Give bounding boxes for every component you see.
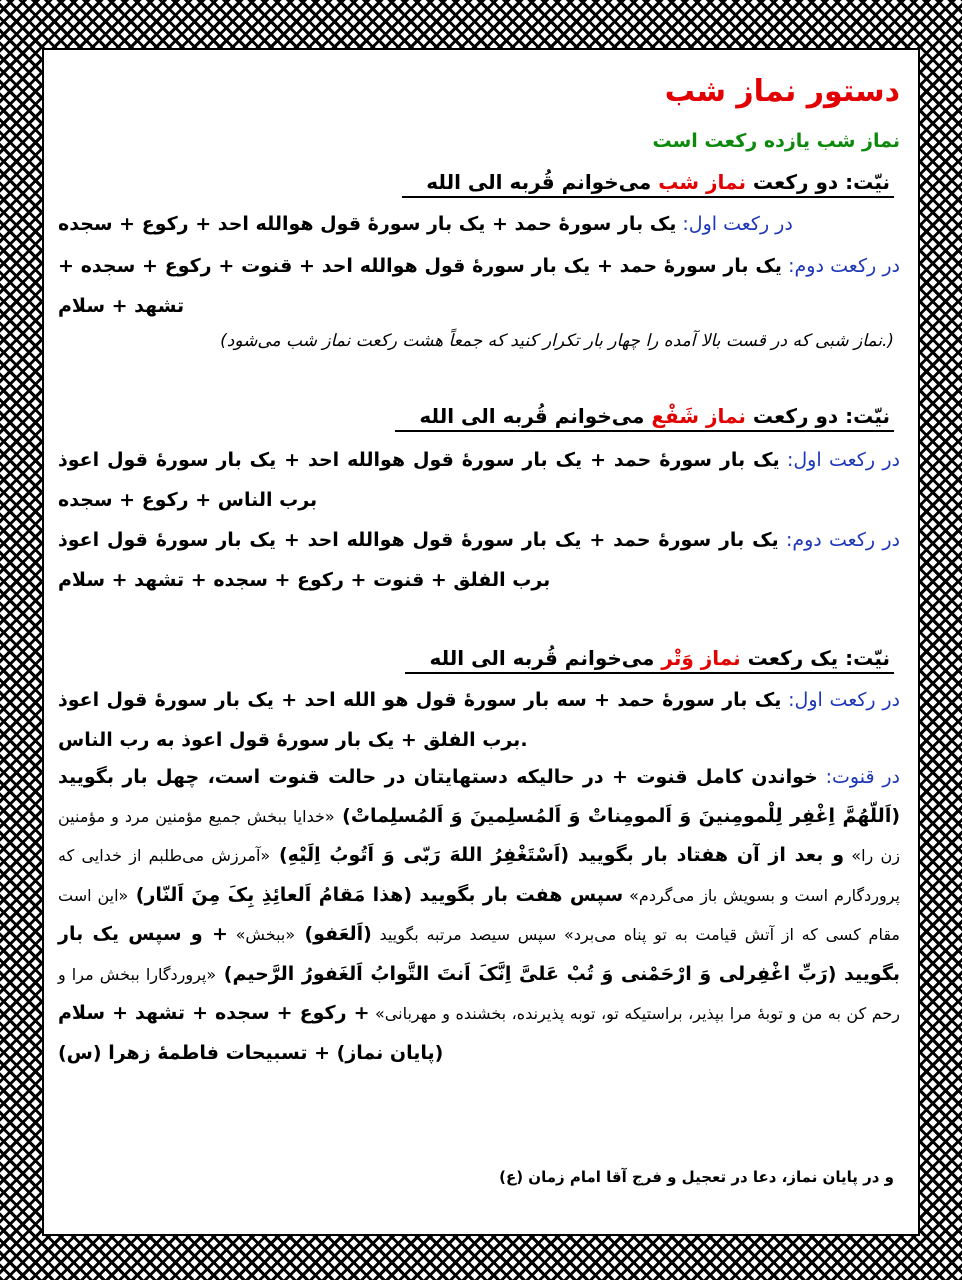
- qunut-text: + رکوع + سجده + تشهد + سلام (پایان نماز) + تسبیحات فاطمهٔ زهرا (س): [58, 1002, 444, 1064]
- section-3-niyat: [405, 644, 894, 674]
- footer-note: و در پایان نماز، دعا در تعجیل و فرج آقا امام زمان (ع): [499, 1168, 894, 1186]
- section-3-rakat-1: [58, 680, 900, 760]
- rakat-text: یک بار سورهٔ حمد + یک بار سورهٔ قول هوالله احد + یک بار سورهٔ قول اعوذ برب الفلق + قنوت + رکوع + سجده + تشهد + سلام: [58, 529, 779, 591]
- niyat-highlight: نماز شب: [658, 170, 746, 194]
- niyat-highlight: نماز وَتْر: [661, 646, 741, 670]
- niyat-suffix: می‌خوانم قُربه الی الله: [429, 646, 662, 670]
- qunut-translation: «پروردگارا ببخش مرا و رحم کن به من و توبهٔ مرا بپذیر، براستیکه تو، توبه پذیرنده، بخشنده و مهربانی»: [58, 964, 901, 1023]
- rakat-text: یک بار سورهٔ حمد + یک بار سورهٔ قول هوالله احد + قنوت + رکوع + سجده + تشهد + سلام: [58, 255, 782, 317]
- qunut-translation: «خدایا ببخش جمیع مؤمنین مرد و مؤمنین زن را»: [58, 806, 900, 865]
- rakat-text: یک بار سورهٔ حمد + سه بار سورهٔ قول هو الله احد + یک بار سورهٔ قول اعوذ برب الفلق + یک بار سورهٔ قول اعوذ به رب الناس.: [58, 689, 782, 751]
- qunut-text: خواندن کامل قنوت + در حالیکه دستهایتان در حالت قنوت است، چهل بار بگویید (اَللّهُمَّ اِغْفِر لِلْمومِنینَ وَ اَلمومِناتْ وَ اَلمُسلِمینَ وَ اَلمُسلِماتْ): [58, 766, 901, 827]
- niyat-prefix: نیّت: یک رکعت: [740, 646, 890, 670]
- niyat-prefix: نیّت: دو رکعت: [745, 170, 890, 194]
- section-1-rakat-2: [58, 246, 900, 326]
- qunut-translation: «این است مقام کسی که از آتش قیامت به تو پناه می‌برد» سپس سیصد مرتبه بگویید: [58, 885, 900, 944]
- qunut-text: و بعد از آن هفتاد بار بگویید (اَسْتَغْفِرُ اللهَ رَبّی وَ اَتُوبُ اِلَیْهِ): [270, 844, 845, 866]
- qunut-translation: «آمرزش می‌طلبم از خدایی که پروردگارم است و بسویش باز می‌گردم»: [58, 846, 901, 905]
- rakat-text: یک بار سورهٔ حمد + یک بار سورهٔ قول هوالله احد + یک بار سورهٔ قول اعوذ برب الناس + رکوع + سجده: [58, 449, 780, 511]
- page-subtitle: نماز شب یازده رکعت است: [652, 130, 900, 152]
- qunut-text: (اَلعَفو): [295, 923, 372, 945]
- section-1-niyat: [402, 168, 894, 198]
- rakat-label: در رکعت اول:: [779, 449, 900, 471]
- section-2-niyat: [395, 402, 894, 432]
- rakat-label: در رکعت اول:: [676, 213, 793, 235]
- page-title: دستور نماز شب: [664, 74, 900, 109]
- qunut-text: سپس هفت بار بگویید (هذا مَقامُ اَلعائِذِ بِکَ مِنَ اَلنّار): [128, 883, 624, 906]
- qunut-translation: «ببخش»: [227, 925, 296, 944]
- section-2-rakat-1: [58, 440, 900, 520]
- rakat-label: در رکعت دوم:: [781, 255, 900, 277]
- rakat-text: یک بار سورهٔ حمد + یک بار سورهٔ قول هوالله احد + رکوع + سجده: [58, 213, 677, 235]
- niyat-suffix: می‌خوانم قُربه الی الله: [419, 404, 652, 428]
- niyat-suffix: می‌خوانم قُربه الی الله: [426, 170, 659, 194]
- rakat-label: در رکعت اول:: [781, 689, 900, 711]
- section-3-qunut: [58, 758, 900, 1072]
- rakat-label: در رکعت دوم:: [778, 529, 900, 551]
- niyat-prefix: نیّت: دو رکعت: [745, 404, 890, 428]
- section-1-note: (نماز شبی که در قست بالا آمده را چهار بار تکرار کنید که جمعاً هشت رکعت نماز شب می‌شود.): [220, 331, 894, 351]
- document-page: [44, 50, 918, 1234]
- niyat-highlight: نماز شَفْع: [651, 404, 746, 428]
- section-2-rakat-2: [58, 520, 900, 600]
- qunut-label: در قنوت:: [817, 766, 900, 788]
- qunut-text: + و سپس یک بار بگویید (رَبِّ اغْفِرلی وَ ارْحَمْنی وَ تُبْ عَلیَّ اِنَّکَ اَنتَ التَّوابُ اَلغَفورُ الرَّحیم): [58, 923, 901, 985]
- section-1-rakat-1: [58, 204, 900, 244]
